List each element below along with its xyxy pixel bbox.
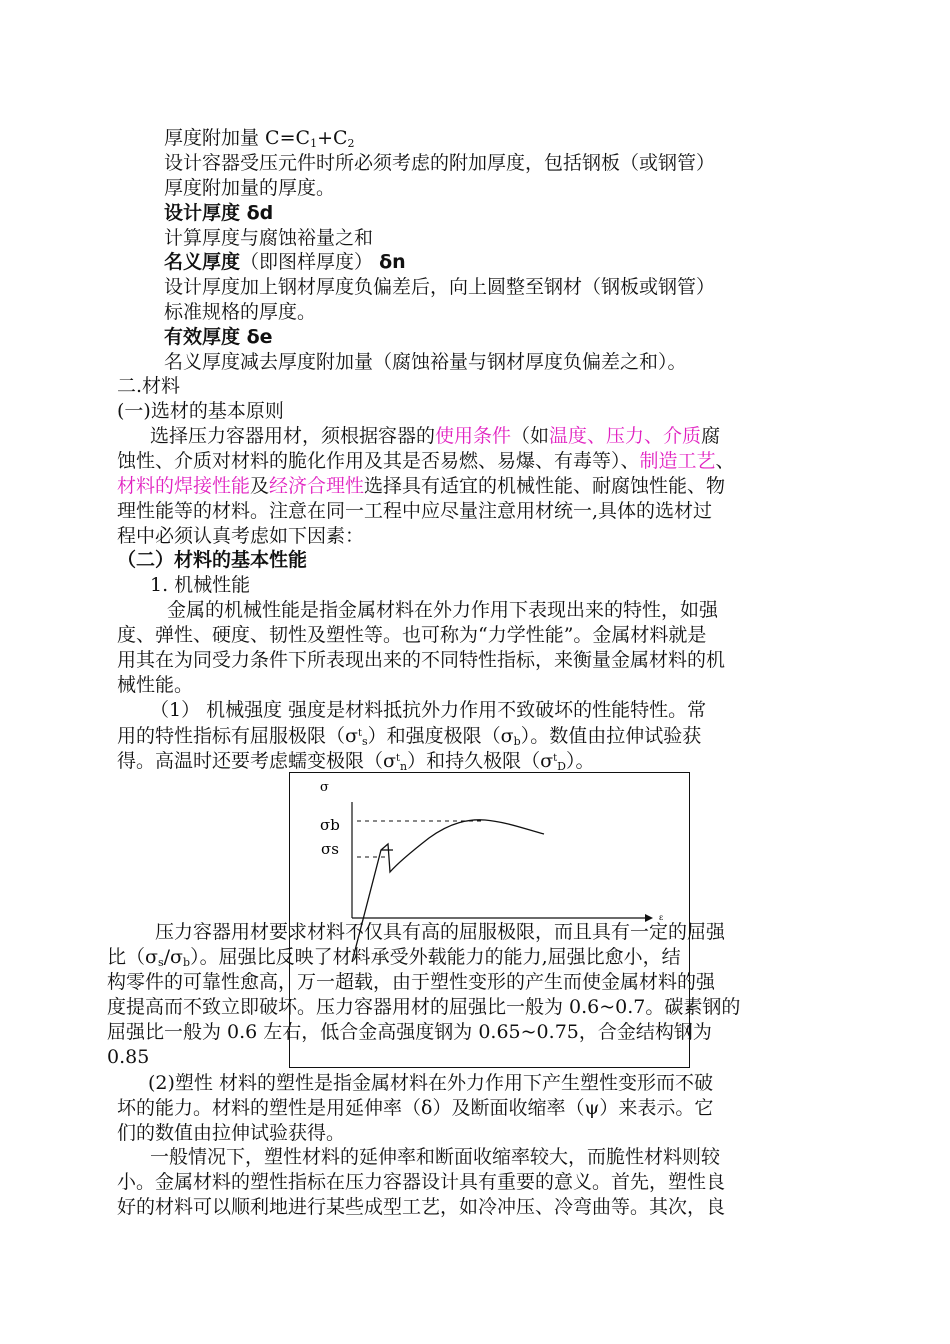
p1-line-1	[150, 424, 720, 448]
x-axis-label: ε	[659, 913, 664, 922]
p4-text: 比（σ	[107, 946, 158, 968]
p1-text: 腐	[701, 425, 721, 447]
e-title: 有效厚度 δe	[164, 326, 273, 348]
p4-line-4: 度提高而不致立即破坏。压力容器用材的屈强比一般为 0.6~0.7。碳素钢的	[107, 996, 741, 1018]
n-note: （即图样厚度）	[240, 251, 374, 273]
subsection-2-heading: （二）材料的基本性能	[117, 549, 308, 571]
c-desc-line-1: 设计容器受压元件时所必须考虑的附加厚度，包括钢板（或钢管）	[164, 152, 716, 174]
highlight-usage-conditions: 使用条件	[435, 425, 512, 447]
p1-line-3	[117, 474, 725, 498]
n-title-line	[164, 250, 406, 274]
p1-text: （如	[511, 425, 550, 447]
p3-sup: t	[357, 728, 363, 739]
subsection-1-heading: (一)选材的基本原则	[117, 400, 284, 422]
p4-text: ）。屈强比反映了材料承受外载能力的能力,屈强比愈小，结	[190, 946, 681, 968]
p3-text: ）。数值由拉伸试验获	[520, 725, 702, 747]
p4-line-6: 0.85	[107, 1046, 150, 1068]
c-formula-sub2: 2	[347, 137, 355, 150]
p3-sup: t	[553, 753, 558, 764]
p3-sub: s	[362, 735, 368, 748]
p1-line-4: 理性能等的材料。注意在同一工程中应尽量注意用材统一,具体的选材过	[117, 500, 713, 522]
y-axis-label: σ	[320, 780, 329, 795]
n-desc-line-2: 标准规格的厚度。	[164, 301, 317, 323]
p6-line-2: 小。金属材料的塑性指标在压力容器设计具有重要的意义。首先，塑性良	[117, 1171, 726, 1193]
p3-text: 得。高温时还要考虑蠕变极限（σ	[117, 750, 396, 772]
c-formula: C=C	[259, 127, 311, 149]
p6-line-1: 一般情况下，塑性材料的延伸率和断面收缩率较大，而脆性材料则较	[150, 1146, 721, 1168]
n-title: 名义厚度	[164, 251, 241, 273]
p5-line-3: 们的数值由拉伸试验获得。	[117, 1122, 346, 1144]
highlight-economy: 经济合理性	[269, 475, 365, 497]
p5-line-1: (2)塑性 材料的塑性是指金属材料在外力作用下产生塑性变形而不破	[148, 1072, 713, 1094]
highlight-temp-pressure-medium: 温度、压力、介质	[549, 425, 702, 447]
p2-line-2: 度、弹性、硬度、韧性及塑性等。也可称为“力学性能”。金属材料就是	[117, 624, 707, 646]
c-desc-line-2: 厚度附加量的厚度。	[164, 177, 336, 199]
p3-line-1: （1） 机械强度 强度是材料抵抗外力作用不致破坏的性能特性。常	[150, 699, 707, 721]
p3-sub: n	[400, 760, 408, 773]
p4-text: /σ	[163, 946, 184, 968]
e-desc: 名义厚度减去厚度附加量（腐蚀裕量与钢材厚度负偏差之和）。	[164, 351, 687, 373]
p3-text: ）和强度极限（σ	[367, 725, 514, 747]
p3-sub: b	[513, 735, 521, 748]
p2-line-4: 械性能。	[117, 674, 194, 696]
p1-text: 选择具有适宜的机械性能、耐腐蚀性能、物	[364, 475, 726, 497]
p3-text: ）和持久极限（σ	[407, 750, 554, 772]
p3-sub: D	[557, 760, 566, 773]
p3-text: ）。	[565, 750, 595, 772]
p2-line-3: 用其在为同受力条件下所表现出来的不同特性指标，来衡量金属材料的机	[117, 649, 726, 671]
subsection-2-1-heading: 1. 机械性能	[150, 574, 251, 596]
c-title-text: 厚度附加量	[164, 127, 260, 149]
p1-text: 及	[250, 475, 270, 497]
p3-sup: t	[395, 753, 401, 764]
p1-line-5: 程中必须认真考虑如下因素：	[117, 525, 365, 547]
p1-text: 蚀性、介质对材料的脆化作用及其是否易燃、易爆、有毒等）、	[117, 450, 640, 472]
highlight-weldability: 材料的焊接性能	[117, 475, 251, 497]
section-heading: 二.材料	[117, 375, 181, 397]
p4-sub: s	[157, 956, 164, 969]
d-desc: 计算厚度与腐蚀裕量之和	[164, 227, 374, 249]
sigma-b-label: σb	[320, 816, 340, 834]
p3-text: 用的特性指标有屈服极限（σ	[117, 725, 358, 747]
p1-text: 、	[715, 450, 735, 472]
p6-line-3: 好的材料可以顺利地进行某些成型工艺，如冷冲压、冷弯曲等。其次，良	[117, 1196, 726, 1218]
p5-line-2: 坏的能力。材料的塑性是用延伸率（δ）及断面收缩率（ψ）来表示。它	[117, 1097, 714, 1119]
sigma-s-label: σs	[321, 840, 339, 858]
p1-text: 选择压力容器用材，须根据容器的	[150, 425, 436, 447]
highlight-manufacturing: 制造工艺	[639, 450, 716, 472]
p4-sub: b	[183, 956, 191, 969]
n-desc-line-1: 设计厚度加上钢材厚度负偏差后，向上圆整至钢材（钢板或钢管）	[164, 276, 716, 298]
c-formula-b: +C	[317, 127, 348, 149]
p1-line-2	[117, 449, 735, 473]
p4-line-1: 压力容器用材要求材料不仅具有高的屈服极限，而且具有一定的屈强	[155, 921, 726, 943]
p4-line-5: 屈强比一般为 0.6 左右，低合金高强度钢为 0.65~0.75，合金结构钢为	[107, 1021, 712, 1043]
p2-line-1: 金属的机械性能是指金属材料在外力作用下表现出来的特性，如强	[167, 599, 719, 621]
n-symbol: δn	[379, 251, 406, 273]
p4-line-3: 构零件的可靠性愈高，万一超载，由于塑性变形的产生而使金属材料的强	[107, 971, 716, 993]
c-formula-sub1: 1	[310, 137, 318, 150]
d-title: 设计厚度 δd	[164, 202, 274, 224]
